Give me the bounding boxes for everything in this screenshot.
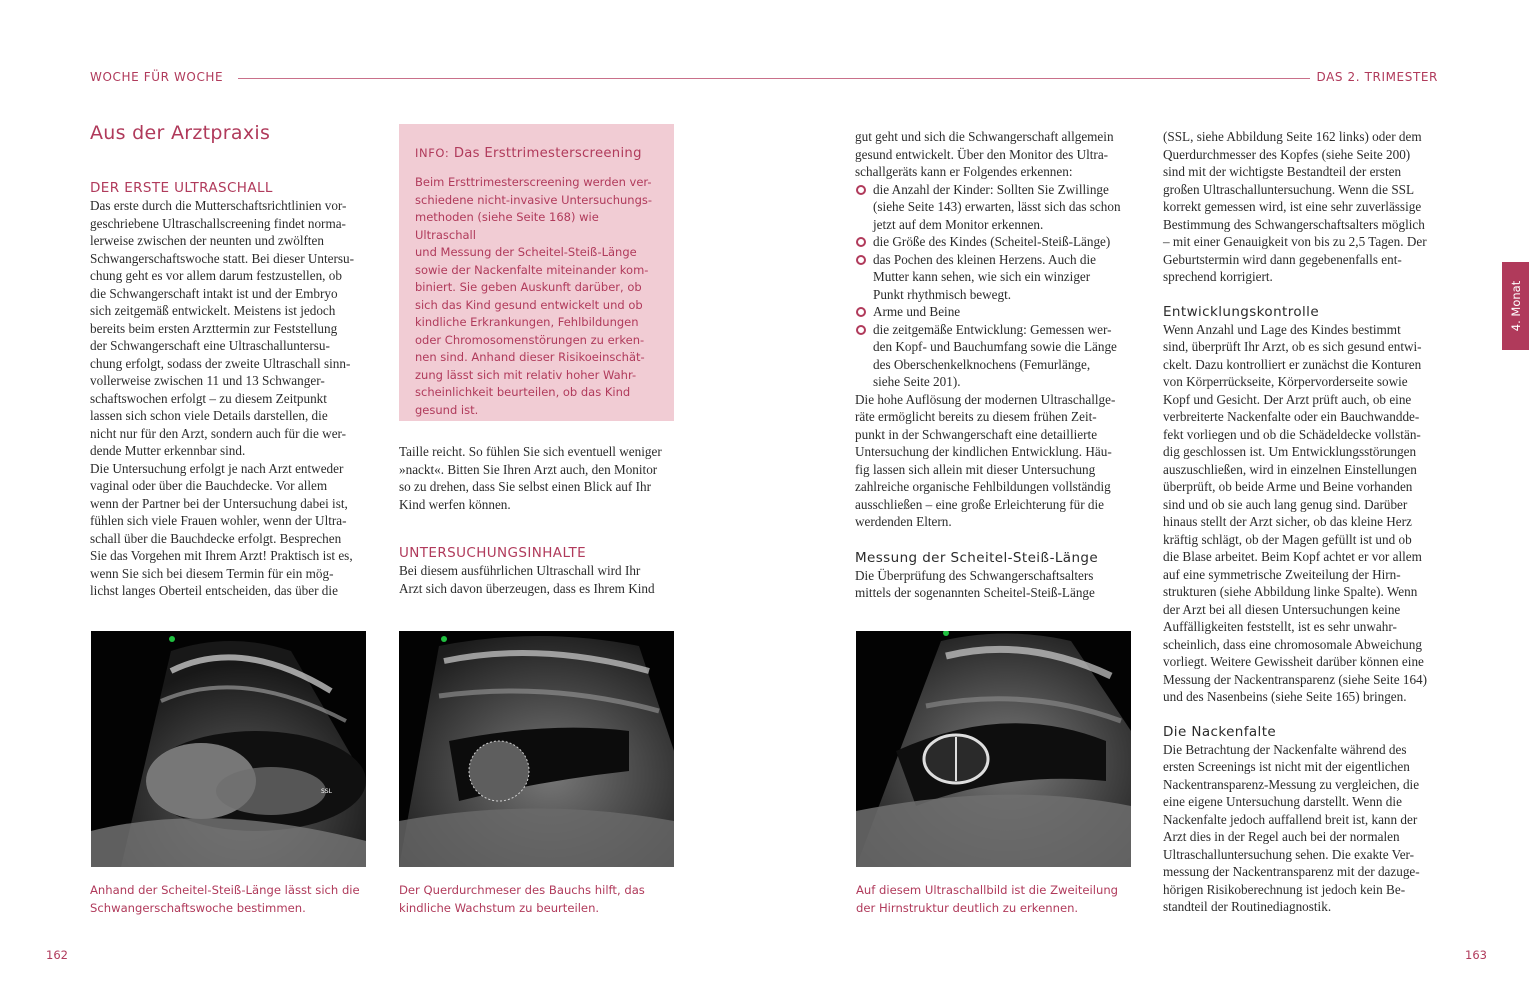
subheading-development-check: Entwicklungskontrolle bbox=[1163, 303, 1320, 320]
header-rule bbox=[238, 78, 1310, 79]
running-header-left: WOCHE FÜR WOCHE bbox=[90, 70, 224, 84]
text-line: Nackentransparenz-Messung zu vergleichen, die bbox=[1163, 776, 1420, 792]
text-line: mittels der sogenannten Scheitel-Steiß-Länge bbox=[855, 585, 1095, 600]
info-title-text: Das Ersttrimesterscreening bbox=[453, 146, 642, 161]
text-line: ersten Screenings ist nicht mit der eigentlichen bbox=[1163, 759, 1410, 774]
info-line: oder Chromosomenstörungen zu erken- bbox=[415, 332, 645, 347]
text-line: des Oberschenkelknochens (Femurlänge, bbox=[873, 356, 1091, 372]
text-line: Geburtstermin wird dann gegebenenfalls ent- bbox=[1163, 251, 1402, 267]
subheading-nuchal-fold: Die Nackenfalte bbox=[1163, 723, 1277, 740]
text-line: sind, überprüft Ihr Arzt, ob es sich gesund entwi- bbox=[1163, 339, 1422, 354]
list-item bbox=[855, 233, 1133, 251]
info-line: Beim Ersttrimesterscreening werden ver- bbox=[415, 175, 652, 189]
bullet-circle-icon bbox=[856, 237, 866, 247]
text-line: gut geht und sich die Schwangerschaft allgemein bbox=[855, 129, 1114, 144]
text-line: Die Betrachtung der Nackenfalte während des bbox=[1163, 741, 1407, 757]
text-line: (SSL, siehe Abbildung Seite 162 links) oder dem bbox=[1163, 129, 1422, 144]
caption-line: Auf diesem Ultraschallbild ist die Zweiteilung bbox=[856, 883, 1119, 897]
caption-line: Anhand der Scheitel-Steiß-Länge lässt sich die bbox=[90, 883, 360, 897]
text-line: großen Ultraschalluntersuchung. Wenn die SSL bbox=[1163, 181, 1415, 197]
figure-caption-3 bbox=[856, 881, 1146, 917]
text-line: schallgeräts kann er Folgendes erkennen: bbox=[855, 164, 1073, 179]
bullet-circle-icon bbox=[856, 255, 866, 265]
text-line: Querdurchmesser des Kopfes (siehe Seite 200) bbox=[1163, 146, 1411, 162]
info-box-body bbox=[415, 174, 658, 419]
text-line: Das erste durch die Mutterschaftsrichtlinien vor- bbox=[90, 198, 347, 213]
text-line: kräftig schlägt, ob der Magen gefüllt ist und ob bbox=[1163, 531, 1412, 547]
ultrasound-abdomen-graphic bbox=[399, 631, 674, 867]
text-line: den Kopf- und Bauchumfang sowie die Länge bbox=[873, 339, 1117, 354]
text-line: und des Nasenbeins (siehe Seite 165) bringen. bbox=[1163, 689, 1407, 704]
text-line: sind mit der wichtigste Bestandteil der ersten bbox=[1163, 164, 1402, 179]
running-header-right: DAS 2. TRIMESTER bbox=[1316, 70, 1438, 84]
text-line: nicht nur für den Arzt, sondern auch für die wer- bbox=[90, 425, 347, 441]
text-line: Schwangerschaftswoche statt. Bei dieser Untersu- bbox=[90, 250, 355, 266]
month-tab-label: 4. Monat bbox=[1508, 280, 1523, 332]
list-item bbox=[855, 321, 1133, 391]
text-line: schall über die Bauchdecke erfolgt. Besprechen bbox=[90, 530, 342, 546]
text-line: Arzt sich davon überzeugen, dass es Ihrem Kind bbox=[399, 580, 655, 596]
text-line: sind und ob sie auch lang genug sind. Darüber bbox=[1163, 496, 1408, 512]
text-line: standteil der Routinediagnostik. bbox=[1163, 899, 1332, 914]
text-line: die Blase arbeitet. Beim Kopf achtet er vor allem bbox=[1163, 549, 1422, 564]
text-line: strukturen (siehe Abbildung linke Spalte). Wenn bbox=[1163, 584, 1418, 599]
text-line: gesund entwickelt. Über den Monitor des Ultra- bbox=[855, 146, 1109, 162]
text-line: Bestimmung des Schwangerschaftsalters möglich bbox=[1163, 216, 1425, 232]
findings-list bbox=[855, 181, 1133, 391]
text-line: Taille reicht. So fühlen Sie sich eventuell weniger bbox=[399, 444, 662, 459]
text-line: dende Mutter erkennbar sind. bbox=[90, 443, 246, 458]
text-line: vaginal oder über die Bauchdecke. Vor allem bbox=[90, 478, 328, 493]
text-line: sich zeitgemäß entwickelt. Meistens ist jedoch bbox=[90, 303, 336, 318]
text-line: Kind werfen können. bbox=[399, 496, 511, 512]
text-line: Wenn Anzahl und Lage des Kindes bestimmt bbox=[1163, 321, 1401, 337]
text-line: fekt vorliegen und ob die Schädeldecke vollstän- bbox=[1163, 426, 1421, 442]
text-line: jetzt auf dem Monitor erkennen. bbox=[873, 216, 1044, 232]
text-line: vorliegt. Weitere Gewissheit darüber können eine bbox=[1163, 654, 1424, 669]
text-line: vollerweise zwischen 11 und 13 Schwanger- bbox=[90, 373, 325, 388]
text-line: Kopf und Gesicht. Der Arzt prüft auch, ob eine bbox=[1163, 391, 1412, 407]
text-line: chung erfolgt, sodass der zweite Ultraschall sinn- bbox=[90, 355, 351, 371]
info-line: sich das Kind gesund entwickelt und ob bbox=[415, 297, 643, 312]
text-line: Sie das Vorgehen mit Ihrem Arzt! Praktisch ist es, bbox=[90, 548, 353, 563]
caption-line: Schwangerschaftswoche bestimmen. bbox=[90, 901, 306, 915]
ultrasound-image-crl bbox=[91, 631, 366, 867]
text-line: verbreiterte Nackenfalte oder ein Bauchwandde- bbox=[1163, 409, 1420, 424]
text-line: Auffälligkeiten feststellt, ist es sehr unwahr- bbox=[1163, 619, 1397, 634]
text-line: Ultraschalluntersuchung sehen. Die exakte Ver- bbox=[1163, 846, 1415, 862]
text-line: lassen sich schon viele Details darstellen, die bbox=[90, 408, 328, 423]
text-line: Die Überprüfung des Schwangerschaftsalters bbox=[855, 567, 1094, 583]
text-line: Punkt rhythmisch bewegt. bbox=[873, 286, 1012, 302]
text-line: die Schwangerschaft intakt ist und der Embryo bbox=[90, 285, 338, 301]
text-line: räte ermöglicht bereits zu diesem frühen Zeit- bbox=[855, 409, 1097, 424]
text-line: werdenden Eltern. bbox=[855, 514, 952, 529]
list-item bbox=[855, 251, 1133, 304]
text-line: der Arzt bei all diesen Untersuchungen keine bbox=[1163, 601, 1401, 617]
section-heading-first-ultrasound: DER ERSTE ULTRASCHALL bbox=[90, 180, 273, 196]
list-item bbox=[855, 303, 1133, 321]
info-line: biniert. Sie geben Auskunft darüber, ob bbox=[415, 280, 642, 294]
info-line: kindliche Erkrankungen, Fehlbildungen bbox=[415, 315, 639, 329]
text-line: messung der Nackentransparenz mit der dazuge- bbox=[1163, 864, 1420, 879]
text-line: dig geschlossen ist. Um Entwicklungsstörungen bbox=[1163, 444, 1417, 459]
text-line: auszuschließen, wird in einzelnen Einstellungen bbox=[1163, 461, 1417, 477]
text-line: eine eigene Untersuchung darstellt. Wenn die bbox=[1163, 794, 1402, 809]
section-heading-exam-contents: UNTERSUCHUNGSINHALTE bbox=[399, 545, 587, 561]
text-line: die Anzahl der Kinder: Sollten Sie Zwillinge bbox=[873, 181, 1109, 197]
ultrasound-image-abdomen bbox=[399, 631, 674, 867]
text-line: Die Untersuchung erfolgt je nach Arzt entweder bbox=[90, 460, 344, 476]
col1-body bbox=[90, 197, 366, 600]
text-line: geschriebene Ultraschallscreening findet norma- bbox=[90, 215, 346, 231]
text-line: zahlreiche organische Fehlbildungen vollständig bbox=[855, 479, 1111, 494]
info-label: INFO: bbox=[415, 146, 450, 160]
text-line: sprechend korrigiert. bbox=[1163, 269, 1273, 284]
info-line: nen sind. Anhand dieser Risikoeinschät- bbox=[415, 350, 645, 364]
ultrasound-crl-graphic bbox=[91, 631, 366, 867]
info-line: und Messung der Scheitel-Steiß-Länge bbox=[415, 245, 637, 259]
info-line: schiedene nicht-invasive Untersuchungs- bbox=[415, 192, 653, 207]
caption-line: Der Querdurchmeser des Bauchs hilft, das bbox=[399, 883, 645, 897]
page-number-right: 163 bbox=[1465, 948, 1487, 962]
text-line: schaftswochen erfolgt – zu diesem Zeitpunkt bbox=[90, 390, 327, 406]
text-line: lerweise zwischen der neunten und zwölften bbox=[90, 233, 324, 248]
caption-line: kindliche Wachstum zu beurteilen. bbox=[399, 901, 600, 915]
info-line: methoden (siehe Seite 168) wie Ultraschall bbox=[415, 210, 599, 242]
text-line: fühlen sich viele Frauen wohler, wenn der Ultra- bbox=[90, 513, 347, 528]
text-line: Die hohe Auflösung der modernen Ultraschallge- bbox=[855, 391, 1116, 407]
text-line: fig lassen sich allein mit dieser Untersuchung bbox=[855, 461, 1096, 477]
subheading-crl: Messung der Scheitel-Steiß-Länge bbox=[855, 549, 1099, 566]
text-line: scheinlich, dass eine chromosomale Abweichung bbox=[1163, 636, 1422, 652]
month-tab bbox=[1502, 262, 1529, 350]
info-line: zung lässt sich mit relativ hoher Wahr- bbox=[415, 367, 637, 382]
text-line: ausschließen – eine große Erleichterung für die bbox=[855, 496, 1104, 512]
column-3 bbox=[855, 128, 1133, 602]
text-line: »nackt«. Bitten Sie Ihren Arzt auch, den Monitor bbox=[399, 461, 658, 477]
text-line: ckelt. Dazu kontrolliert er zunächst die Konturen bbox=[1163, 356, 1422, 372]
text-line: der Schwangerschaft eine Ultraschalluntersu- bbox=[90, 338, 330, 353]
text-line: hinaus stellt der Arzt sicher, ob das kleine Herz bbox=[1163, 514, 1412, 529]
column-2 bbox=[399, 443, 675, 597]
text-line: wenn der Partner bei der Untersuchung dabei ist, bbox=[90, 495, 348, 511]
text-line: – mit einer Genauigkeit von bis zu 2,5 Tagen. Der bbox=[1163, 234, 1427, 249]
text-line: die zeitgemäße Entwicklung: Gemessen wer- bbox=[873, 321, 1112, 337]
text-line: (siehe Seite 143) erwarten, lässt sich das schon bbox=[873, 199, 1121, 214]
text-line: siehe Seite 201). bbox=[873, 374, 961, 389]
info-line: scheinlichkeit beurteilen, ob das Kind bbox=[415, 385, 631, 399]
text-line: Arme und Beine bbox=[873, 304, 961, 319]
column-4 bbox=[1163, 128, 1441, 916]
text-line: von Körperrückseite, Körpervorderseite sowie bbox=[1163, 374, 1408, 389]
text-line: Untersuchung der kindlichen Entwicklung. Häu- bbox=[855, 444, 1112, 459]
info-box-title bbox=[415, 146, 658, 161]
info-line: sowie der Nackenfalte miteinander kom- bbox=[415, 262, 649, 277]
figure-caption-2 bbox=[399, 881, 689, 917]
bullet-circle-icon bbox=[856, 185, 866, 195]
text-line: hörigen Risikoberechnung ist jedoch kein Be- bbox=[1163, 881, 1406, 897]
page-title: Aus der Arztpraxis bbox=[90, 122, 271, 144]
ultrasound-head-graphic bbox=[856, 631, 1131, 867]
text-line: Mutter kann sehen, wie sich ein winziger bbox=[873, 269, 1091, 284]
text-line: bereits beim ersten Arzttermin zur Feststellung bbox=[90, 320, 338, 336]
figure-caption-1 bbox=[90, 881, 380, 917]
text-line: das Pochen des kleinen Herzens. Auch die bbox=[873, 251, 1097, 267]
bullet-circle-icon bbox=[856, 325, 866, 335]
column-1 bbox=[90, 179, 366, 600]
text-line: Nackenfalte jedoch auffallend breit ist, kann der bbox=[1163, 811, 1418, 827]
text-line: chung geht es vor allem darum festzustellen, ob bbox=[90, 268, 342, 283]
ultrasound-image-head bbox=[856, 631, 1131, 867]
text-line: so zu drehen, dass Sie selbst einen Blick auf Ihr bbox=[399, 479, 651, 494]
text-line: Messung der Nackentransparenz (siehe Seite 164) bbox=[1163, 671, 1428, 687]
caption-line: der Hirnstruktur deutlich zu erkennen. bbox=[856, 901, 1079, 915]
text-line: lichst langes Oberteil entscheiden, das über die bbox=[90, 583, 338, 598]
page-number-left: 162 bbox=[46, 948, 68, 962]
text-line: wenn Sie sich bei diesem Termin für ein mög- bbox=[90, 565, 334, 581]
text-line: überprüft, ob beide Arme und Beine vorhanden bbox=[1163, 479, 1413, 494]
list-item bbox=[855, 181, 1133, 234]
text-line: Arzt dies in der Regel auch bei der normalen bbox=[1163, 829, 1400, 844]
text-line: auf eine symmetrische Zweiteilung der Hirn- bbox=[1163, 566, 1401, 582]
text-line: punkt in der Schwangerschaft eine detaillierte bbox=[855, 426, 1098, 442]
text-line: korrekt gemessen wird, ist eine sehr zuverlässige bbox=[1163, 199, 1422, 214]
text-line: die Größe des Kindes (Scheitel-Steiß-Länge) bbox=[873, 234, 1111, 249]
info-box bbox=[399, 124, 674, 421]
ssl-marker-label: SSL bbox=[321, 788, 332, 795]
text-line: Bei diesem ausführlichen Ultraschall wird Ihr bbox=[399, 563, 641, 578]
bullet-circle-icon bbox=[856, 307, 866, 317]
info-line: gesund ist. bbox=[415, 402, 479, 417]
